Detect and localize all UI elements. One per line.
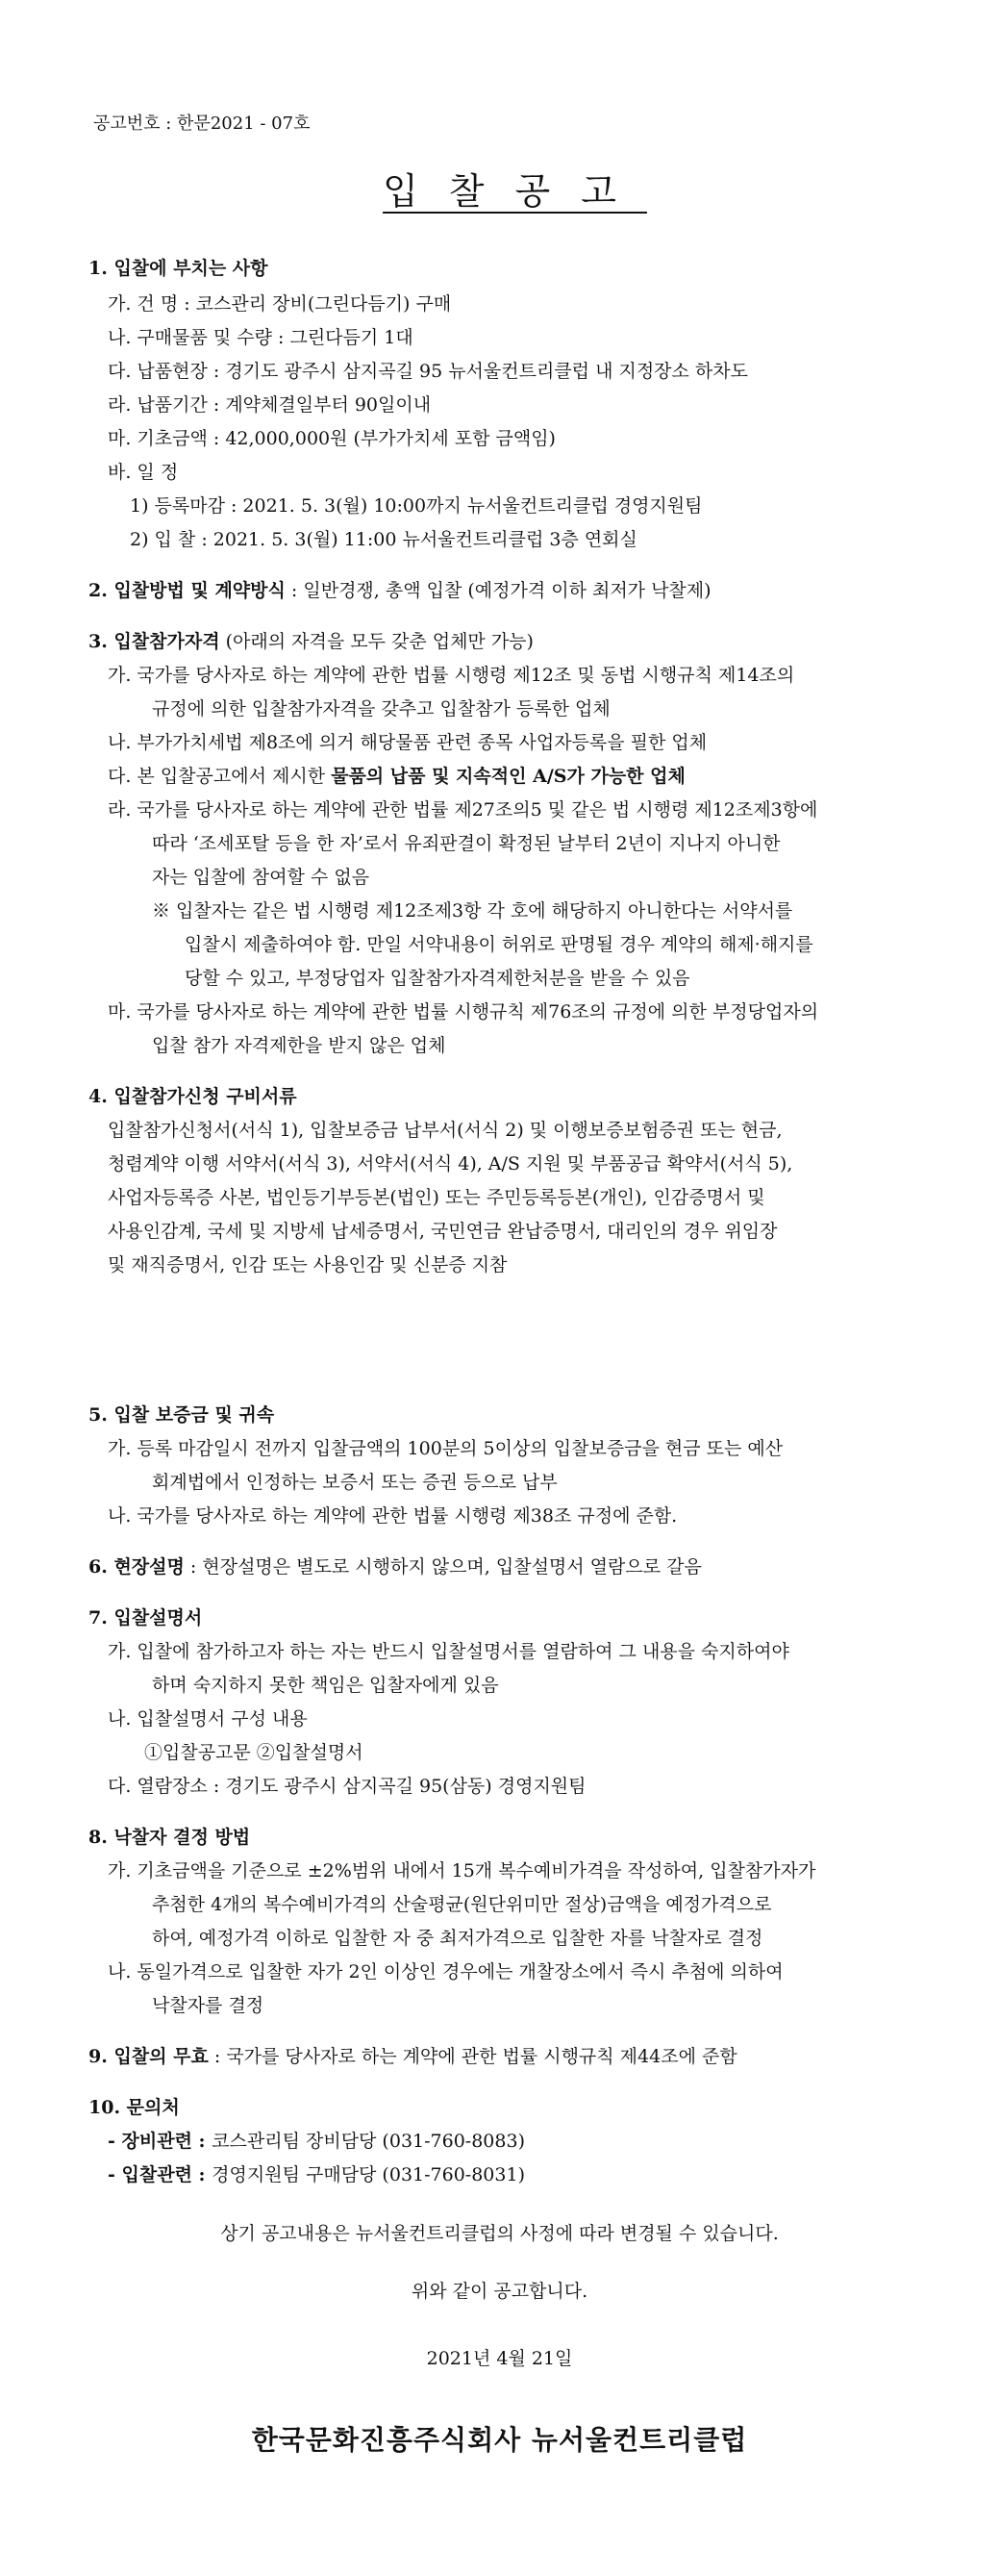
section-9 (88, 2046, 737, 2068)
s3-note-line3: 당할 수 있고, 부정당업자 입찰참가자격제한처분을 받을 수 있음 (185, 968, 690, 989)
section-2-text: : 일반경쟁, 총액 입찰 (예정가격 이하 최저가 낙찰제) (285, 580, 712, 601)
section-6-text: : 현장설명은 별도로 시행하지 않으며, 입찰설명서 열람으로 갈음 (184, 1556, 702, 1578)
s1-item-base-amount: 마. 기초금액 : 42,000,000원 (부가가치세 포함 금액임) (108, 428, 556, 449)
s3-item-e-line2: 입찰 참가 자격제한을 받지 않은 업체 (152, 1035, 446, 1056)
s4-line3: 사업자등록증 사본, 법인등기부등본(법인) 또는 주민등록등본(개인), 인감증명서 및 (108, 1187, 765, 1208)
s7-item-a-line1: 가. 입찰에 참가하고자 하는 자는 반드시 입찰설명서를 열람하여 그 내용을 숙지하여야 (108, 1641, 789, 1662)
notice-number: 공고번호 : 한문2021 - 07호 (93, 114, 311, 134)
s7-item-a-line2: 하며 숙지하지 못한 책임은 입찰자에게 있음 (152, 1675, 499, 1696)
section-8-heading: 8. 낙찰자 결정 방법 (88, 1827, 251, 1848)
section-6-heading: 6. 현장설명 (88, 1556, 185, 1578)
contact-equipment (108, 2131, 525, 2153)
s3-item-a-line1: 가. 국가를 당사자로 하는 계약에 관한 법률 시행령 제12조 및 동법 시행규칙 제14조의 (108, 665, 795, 686)
title-text: 입찰공고 (383, 170, 647, 213)
s8-item-b-line1: 나. 동일가격으로 입찰한 자가 2인 이상인 경우에는 개찰장소에서 즉시 추첨에 의하여 (108, 1961, 784, 1983)
s3-item-c-text: 다. 본 입찰공고에서 제시한 (108, 766, 332, 787)
s7-item-c: 다. 열람장소 : 경기도 광주시 삼지곡길 95(삼동) 경영지원팀 (108, 1776, 587, 1797)
s5-item-a-line2: 회계법에서 인정하는 보증서 또는 증권 등으로 납부 (152, 1472, 558, 1493)
section-7-heading: 7. 입찰설명서 (88, 1607, 203, 1629)
s8-item-b-line2: 낙찰자를 결정 (152, 1995, 264, 2016)
contact-bidding-label: - 입찰관련 : (108, 2164, 212, 2185)
section-3-heading: 3. 입찰참가자격 (88, 631, 220, 652)
section-9-heading: 9. 입찰의 무효 (88, 2046, 209, 2067)
section-5-heading: 5. 입찰 보증금 및 귀속 (88, 1404, 275, 1426)
section-3 (88, 631, 534, 653)
section-4-heading: 4. 입찰참가신청 구비서류 (88, 1086, 297, 1107)
announce-text: 위와 같이 공고합니다. (411, 2281, 588, 2302)
organization-name: 한국문화진흥주식회사 뉴서울컨트리클럽 (251, 2424, 748, 2456)
s1-schedule-registration: 1) 등록마감 : 2021. 5. 3(월) 10:00까지 뉴서울컨트리클럽 경영지원팀 (130, 495, 703, 517)
section-2 (88, 580, 712, 602)
s3-item-d-line1: 라. 국가를 당사자로 하는 계약에 관한 법률 제27조의5 및 같은 법 시행령 제12조제3항에 (108, 799, 818, 821)
section-10-heading: 10. 문의처 (88, 2097, 180, 2118)
s7-item-b: 나. 입찰설명서 구성 내용 (108, 1708, 308, 1730)
change-note: 상기 공고내용은 뉴서울컨트리클럽의 사정에 따라 변경될 수 있습니다. (220, 2223, 779, 2244)
contact-bidding (108, 2164, 525, 2186)
contact-equipment-label: - 장비관련 : (108, 2131, 212, 2152)
notice-date: 2021년 4월 21일 (426, 2348, 573, 2369)
s4-line1: 입찰참가신청서(서식 1), 입찰보증금 납부서(서식 2) 및 이행보증보험증권 또는 현금, (108, 1120, 783, 1141)
s1-item-name: 가. 건 명 : 코스관리 장비(그린다듬기) 구매 (108, 293, 452, 315)
s3-item-e-line1: 마. 국가를 당사자로 하는 계약에 관한 법률 시행규칙 제76조의 규정에 의한 부정당업자의 (108, 1001, 819, 1023)
s3-item-a-line2: 규정에 의한 입찰참가자격을 갖추고 입찰참가 등록한 업체 (152, 698, 611, 720)
section-9-text: : 국가를 당사자로 하는 계약에 관한 법률 시행규칙 제44조에 준함 (208, 2046, 737, 2067)
s4-line4: 사용인감계, 국세 및 지방세 납세증명서, 국민연금 완납증명서, 대리인의 경우 위임장 (108, 1221, 778, 1242)
s5-item-a-line1: 가. 등록 마감일시 전까지 입찰금액의 100분의 5이상의 입찰보증금을 현금 또는 예산 (108, 1438, 784, 1459)
s3-item-c (108, 766, 686, 788)
contact-bidding-text: 경영지원팀 구매담당 (031-760-8031) (212, 2164, 525, 2185)
section-3-note: (아래의 자격을 모두 갖춘 업체만 가능) (219, 631, 534, 652)
s4-line5: 및 재직증명서, 인감 또는 사용인감 및 신분증 지참 (108, 1254, 508, 1275)
section-1-heading: 1. 입찰에 부치는 사항 (88, 258, 268, 279)
s1-item-schedule: 바. 일 정 (108, 462, 179, 483)
section-6 (88, 1556, 702, 1578)
s3-item-d-line2: 따라 ‘조세포탈 등을 한 자’로서 유죄판결이 확정된 날부터 2년이 지나지 아니한 (152, 833, 781, 854)
s3-item-d-line3: 자는 입찰에 참여할 수 없음 (152, 867, 370, 888)
s7-item-b-contents: ①입찰공고문 ②입찰설명서 (144, 1742, 363, 1763)
contact-equipment-text: 코스관리팀 장비담당 (031-760-8083) (212, 2131, 525, 2152)
s8-item-a-line2: 추첨한 4개의 복수예비가격의 산술평균(원단위미만 절상)금액을 예정가격으로 (152, 1894, 772, 1915)
s4-line2: 청렴계약 이행 서약서(서식 3), 서약서(서식 4), A/S 지원 및 부품공급 확약서(서식 5), (108, 1153, 793, 1174)
page-title (0, 162, 999, 215)
s3-note-line2: 입찰시 제출하여야 함. 만일 서약내용이 허위로 판명될 경우 계약의 해제·해지를 (185, 934, 813, 955)
s8-item-a-line3: 하여, 예정가격 이하로 입찰한 자 중 최저가격으로 입찰한 자를 낙찰자로 결정 (152, 1928, 763, 1949)
s3-item-c-emphasis: 물품의 납품 및 지속적인 A/S가 가능한 업체 (331, 766, 686, 787)
s8-item-a-line1: 가. 기초금액을 기준으로 ±2%범위 내에서 15개 복수예비가격을 작성하여, 입찰참가자가 (108, 1860, 816, 1881)
s3-note-line1: ※ 입찰자는 같은 법 시행령 제12조제3항 각 호에 해당하지 아니한다는 서약서를 (152, 900, 793, 922)
section-2-heading: 2. 입찰방법 및 계약방식 (88, 580, 286, 601)
s1-schedule-bidding: 2) 입 찰 : 2021. 5. 3(월) 11:00 뉴서울컨트리클럽 3층 연회실 (130, 529, 637, 550)
s1-item-period: 라. 납품기간 : 계약체결일부터 90일이내 (108, 394, 432, 416)
s1-item-quantity: 나. 구매물품 및 수량 : 그린다듬기 1대 (108, 327, 413, 348)
s5-item-b: 나. 국가를 당사자로 하는 계약에 관한 법률 시행령 제38조 규정에 준함. (108, 1505, 678, 1527)
s3-item-b: 나. 부가가치세법 제8조에 의거 해당물품 관련 종목 사업자등록을 필한 업체 (108, 732, 708, 753)
s1-item-site: 다. 납품현장 : 경기도 광주시 삼지곡길 95 뉴서울컨트리클럽 내 지정장소 하차도 (108, 361, 748, 382)
